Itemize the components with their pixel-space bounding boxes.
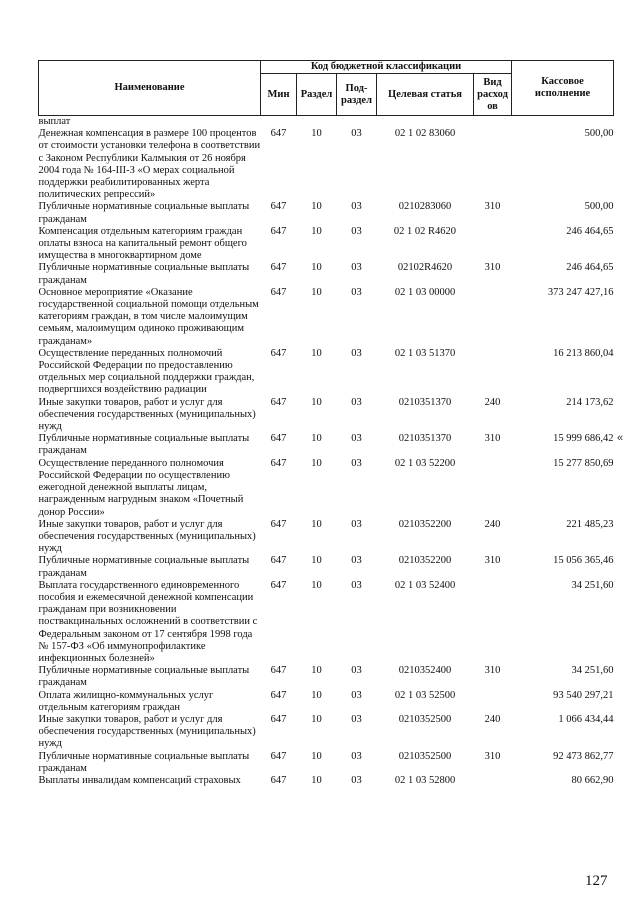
row-statya: 0210352500 <box>398 750 452 762</box>
table-row <box>39 519 614 556</box>
row-amount: 500,00 <box>584 201 614 213</box>
row-statya: 02 1 03 52800 <box>394 774 456 786</box>
row-amount: 1 066 434,44 <box>558 713 614 725</box>
row-amount: 373 247 427,16 <box>547 286 614 298</box>
row-podrazdel: 03 <box>351 665 362 677</box>
row-razdel: 10 <box>311 433 322 445</box>
row-podrazdel: 03 <box>351 555 362 567</box>
row-podrazdel: 03 <box>351 262 362 274</box>
row-amount: 16 213 860,04 <box>553 347 614 359</box>
budget-table <box>38 60 614 787</box>
row-vid <box>474 348 512 397</box>
table-row <box>39 128 614 201</box>
table-header <box>39 61 614 116</box>
row-podrazdel: 03 <box>351 457 362 469</box>
table-row <box>39 751 614 775</box>
row-vid <box>474 128 512 201</box>
continued-text: выплат <box>38 116 71 127</box>
row-name: Выплаты инвалидам компенсаций страховых <box>38 774 241 786</box>
row-name: Публичные нормативные социальные выплаты гражданам <box>38 555 250 579</box>
row-razdel: 10 <box>311 286 322 298</box>
header-cash-execution: Кассовое исполнение <box>512 61 614 116</box>
row-razdel: 10 <box>311 713 322 725</box>
row-min: 647 <box>270 665 287 677</box>
row-podrazdel: 03 <box>351 396 362 408</box>
row-statya: 0210352500 <box>398 713 452 725</box>
row-razdel: 10 <box>311 262 322 274</box>
table-row <box>39 714 614 751</box>
row-razdel: 10 <box>311 555 322 567</box>
row-razdel: 10 <box>311 457 322 469</box>
row-statya: 0210351370 <box>398 396 452 408</box>
table-row <box>39 226 614 263</box>
row-statya: 02 1 02 R4620 <box>393 225 457 237</box>
row-razdel: 10 <box>311 579 322 591</box>
row-vid: 240 <box>484 396 501 408</box>
row-amount: 92 473 862,77 <box>553 750 614 762</box>
row-statya: 02 1 03 00000 <box>394 286 456 298</box>
table-row <box>39 458 614 519</box>
row-name: Публичные нормативные социальные выплаты гражданам <box>38 433 250 457</box>
row-name: Публичные нормативные социальные выплаты гражданам <box>38 201 250 225</box>
row-min: 647 <box>270 579 287 591</box>
row-statya: 02 1 03 51370 <box>394 347 456 359</box>
row-name: Основное мероприятие «Оказание государственной социальной помощи отдельным категориям граждан, в том числе малоимущим семьям, малоимущим одиноко проживающим гражданам» <box>38 286 259 347</box>
table-row <box>39 555 614 579</box>
row-statya: 02 1 03 52400 <box>394 579 456 591</box>
row-name: Иные закупки товаров, работ и услуг для обеспечения государственных (муниципальных) нужд <box>38 518 256 555</box>
row-podrazdel: 03 <box>351 286 362 298</box>
row-vid: 310 <box>484 665 501 677</box>
row-min: 647 <box>270 750 287 762</box>
row-podrazdel: 03 <box>351 579 362 591</box>
row-podrazdel: 03 <box>351 225 362 237</box>
row-statya: 02 1 03 52500 <box>394 689 456 701</box>
table-body <box>39 116 614 788</box>
row-min: 647 <box>270 689 287 701</box>
row-name: Компенсация отдельным категориям граждан оплаты взноса на капитальный ремонт общего имущества в многоквартирном доме <box>38 225 247 262</box>
row-amount: 500,00 <box>584 128 614 140</box>
row-amount: 93 540 297,21 <box>553 689 614 701</box>
row-vid: 310 <box>484 433 501 445</box>
header-vid: Вид расход ов <box>474 74 512 116</box>
row-razdel: 10 <box>311 518 322 530</box>
row-vid <box>474 775 512 787</box>
row-name: Оплата жилищно-коммунальных услуг отдельным категориям граждан <box>38 689 214 713</box>
row-vid: 310 <box>484 262 501 274</box>
row-name: Осуществление переданного полномочия Российской Федерации по осуществлению ежегодной денежной выплаты лицам, награжденным нагрудным знаком «Почетный донор России» <box>38 457 244 518</box>
row-statya: 0210351370 <box>398 433 452 445</box>
row-podrazdel: 03 <box>351 347 362 359</box>
row-amount: 214 173,62 <box>566 396 614 408</box>
row-vid <box>474 690 512 714</box>
row-name: Иные закупки товаров, работ и услуг для обеспечения государственных (муниципальных) нужд <box>38 713 256 750</box>
table-row-continued <box>39 116 614 129</box>
row-razdel: 10 <box>311 774 322 786</box>
row-vid: 310 <box>484 555 501 567</box>
row-name: Иные закупки товаров, работ и услуг для обеспечения государственных (муниципальных) нужд <box>38 396 256 433</box>
table-row <box>39 262 614 286</box>
table-row <box>39 287 614 348</box>
row-statya: 02 1 03 52200 <box>394 457 456 469</box>
row-razdel: 10 <box>311 225 322 237</box>
row-podrazdel: 03 <box>351 128 362 140</box>
row-amount: 246 464,65 <box>566 262 614 274</box>
row-vid <box>474 580 512 665</box>
row-min: 647 <box>270 457 287 469</box>
header-budget-code: Код бюджетной классификации <box>261 61 512 74</box>
row-vid: 310 <box>484 750 501 762</box>
row-min: 647 <box>270 128 287 140</box>
row-statya: 0210352400 <box>398 665 452 677</box>
row-statya: 02102R4620 <box>397 262 453 274</box>
row-name: Выплата государственного единовременного пособия и ежемесячной денежной компенсации гражданам при возникновении поствакцинальных осложнений в соответствии с Федеральным законом от 17 сентября 1998 года № 157-ФЗ «Об иммунопрофилактике инфекционных болезней» <box>38 579 258 664</box>
row-razdel: 10 <box>311 750 322 762</box>
row-statya: 02 1 02 83060 <box>394 128 456 140</box>
row-podrazdel: 03 <box>351 713 362 725</box>
row-statya: 0210283060 <box>398 201 452 213</box>
page-number: 127 <box>585 873 608 889</box>
row-min: 647 <box>270 518 287 530</box>
row-razdel: 10 <box>311 347 322 359</box>
row-amount: 80 662,90 <box>571 774 614 786</box>
row-min: 647 <box>270 713 287 725</box>
row-amount: 34 251,60 <box>571 579 614 591</box>
table-row <box>39 348 614 397</box>
row-razdel: 10 <box>311 396 322 408</box>
row-vid <box>474 226 512 263</box>
header-min: Мин <box>261 74 297 116</box>
row-razdel: 10 <box>311 665 322 677</box>
row-min: 647 <box>270 201 287 213</box>
row-statya: 0210352200 <box>398 555 452 567</box>
row-min: 647 <box>270 555 287 567</box>
margin-mark: « <box>617 432 624 444</box>
table-row <box>39 397 614 434</box>
row-name: Осуществление переданных полномочий Российской Федерации по предоставлению отдельных мер социальной поддержки граждан, подвергшихся воздействию радиации <box>38 347 255 396</box>
row-amount: 15 056 365,46 <box>553 555 614 567</box>
row-podrazdel: 03 <box>351 689 362 701</box>
table-row <box>39 775 614 787</box>
row-podrazdel: 03 <box>351 201 362 213</box>
row-vid <box>474 458 512 519</box>
table-row <box>39 690 614 714</box>
row-podrazdel: 03 <box>351 774 362 786</box>
row-min: 647 <box>270 347 287 359</box>
row-amount: 15 277 850,69 <box>553 457 614 469</box>
header-razdel: Раздел <box>297 74 337 116</box>
row-razdel: 10 <box>311 128 322 140</box>
row-podrazdel: 03 <box>351 433 362 445</box>
row-statya: 0210352200 <box>398 518 452 530</box>
header-name: Наименование <box>39 61 261 116</box>
row-name: Публичные нормативные социальные выплаты гражданам <box>38 665 250 689</box>
row-amount: 246 464,65 <box>566 225 614 237</box>
row-amount: 221 485,23 <box>566 518 614 530</box>
row-min: 647 <box>270 225 287 237</box>
row-min: 647 <box>270 262 287 274</box>
row-amount: 34 251,60 <box>571 665 614 677</box>
row-razdel: 10 <box>311 201 322 213</box>
table-row <box>39 201 614 225</box>
row-min: 647 <box>270 396 287 408</box>
row-min: 647 <box>270 433 287 445</box>
header-podrazdel: Под-раздел <box>337 74 377 116</box>
row-podrazdel: 03 <box>351 750 362 762</box>
header-statya: Целевая статья <box>377 74 474 116</box>
row-name: Денежная компенсация в размере 100 процентов от стоимости установки телефона в соответствии с Законом Республики Калмыкия от 26 ноября 2004 года № 164-III-З «О мерах социальной поддержки реабилитированных жерта политических репрессий» <box>38 128 261 201</box>
row-podrazdel: 03 <box>351 518 362 530</box>
row-name: Публичные нормативные социальные выплаты гражданам <box>38 262 250 286</box>
row-vid: 240 <box>484 713 501 725</box>
row-razdel: 10 <box>311 689 322 701</box>
table-row <box>39 580 614 665</box>
table-row <box>39 433 614 457</box>
row-vid <box>474 287 512 348</box>
row-vid: 310 <box>484 201 501 213</box>
row-amount: 15 999 686,42 <box>553 433 614 445</box>
row-min: 647 <box>270 774 287 786</box>
table-row <box>39 665 614 689</box>
row-vid: 240 <box>484 518 501 530</box>
row-min: 647 <box>270 286 287 298</box>
row-name: Публичные нормативные социальные выплаты гражданам <box>38 750 250 774</box>
